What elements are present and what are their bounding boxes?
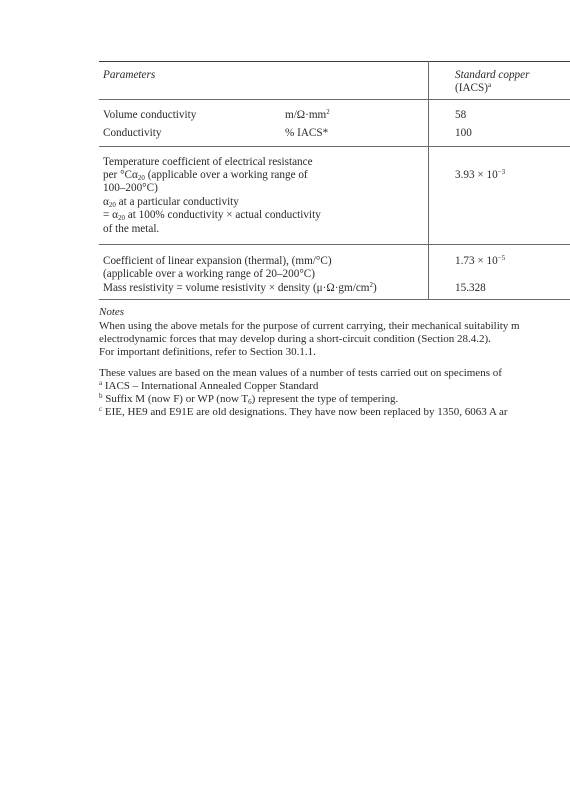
temp-coeff-line-5-sub: 20	[117, 214, 125, 222]
footnote-b-sub: 6	[248, 398, 252, 406]
unit-text: m/Ω·mm	[285, 109, 327, 121]
temp-coeff-line-1: Temperature coefficient of electrical resistance	[103, 156, 313, 168]
temp-coeff-line-2-b: (applicable over a working range of	[144, 169, 308, 181]
temp-coeff-line-2	[103, 169, 308, 182]
temp-coeff-line-4-b: at a particular conductivity	[115, 196, 239, 208]
section-rule-1	[99, 146, 570, 147]
section-rule-2	[99, 244, 570, 245]
mass-resistivity-text: Mass resistivity = volume resistivity × density (μ·Ω·gm/cm	[103, 282, 370, 294]
expansion-value-base: 1.73 × 10	[455, 255, 498, 267]
footnote-c-text: EIE, HE9 and E91E are old designations. They have now been replaced by 1350, 6063 A ar	[102, 406, 508, 418]
footnote-c-mark: c	[99, 405, 103, 413]
temp-coeff-line-5-b: at 100% conductivity × actual conductivity	[124, 209, 321, 221]
notes-p1-line-3: For important definitions, refer to Section 30.1.1.	[99, 346, 316, 358]
temp-coeff-value	[455, 169, 505, 182]
temp-coeff-value-exp: −3	[497, 168, 506, 176]
notes-heading: Notes	[99, 306, 125, 318]
row-conductivity-value: 100	[455, 127, 472, 139]
mass-resistivity-close: )	[373, 282, 377, 294]
temp-coeff-line-5-a: = α	[103, 209, 118, 221]
row-conductivity-unit: % IACS*	[285, 127, 329, 139]
header-bottom-rule	[99, 99, 570, 100]
temp-coeff-line-2-sub: 20	[137, 174, 145, 182]
expansion-line-1: Coefficient of linear expansion (thermal), (mm/°C)	[103, 255, 332, 267]
footnote-a-mark: a	[99, 379, 103, 387]
footnote-b-mark: b	[99, 392, 103, 400]
expansion-value-exp: −5	[497, 254, 506, 262]
header-standard-copper: Standard copper	[455, 69, 530, 81]
mass-resistivity-line	[103, 282, 377, 295]
temp-coeff-line-3: 100–200°C)	[103, 182, 158, 194]
temp-coeff-line-4-a: α	[103, 196, 109, 208]
footnote-b-text-a: Suffix M (now F) or WP (now T	[102, 393, 249, 405]
footnote-a	[99, 380, 318, 393]
row-volume-conductivity-value: 58	[455, 109, 467, 121]
row-volume-conductivity-unit	[285, 109, 330, 122]
row-conductivity-param: Conductivity	[103, 127, 162, 139]
header-parameters: Parameters	[103, 69, 156, 81]
header-iacs-label: (IACS)	[455, 82, 488, 94]
expansion-line-2: (applicable over a working range of 20–200°C)	[103, 268, 315, 280]
temp-coeff-line-6: of the metal.	[103, 223, 160, 235]
column-divider	[428, 61, 429, 299]
header-iacs	[455, 82, 491, 95]
mass-resistivity-value: 15.328	[455, 282, 486, 294]
footnote-a-text: IACS – International Annealed Copper Standard	[102, 380, 319, 392]
header-iacs-footnote-mark: a	[487, 81, 492, 89]
temp-coeff-value-base: 3.93 × 10	[455, 169, 498, 181]
footnote-c	[99, 406, 508, 419]
table-bottom-rule	[99, 299, 570, 300]
notes-p1-line-1: When using the above metals for the purpose of current carrying, their mechanical suitability m	[99, 320, 520, 332]
temp-coeff-line-4-sub: 20	[108, 201, 116, 209]
temp-coeff-line-2-a: per °Cα	[103, 169, 138, 181]
unit-sup: 2	[326, 108, 330, 116]
footnote-b	[99, 393, 398, 406]
temp-coeff-line-4	[103, 196, 239, 209]
notes-p1-line-2: electrodynamic forces that may develop during a short-circuit condition (Section 28.4.2).	[99, 333, 491, 345]
temp-coeff-line-5	[103, 209, 321, 222]
expansion-value	[455, 255, 505, 268]
row-volume-conductivity-param: Volume conductivity	[103, 109, 197, 121]
footnote-b-text-b: ) represent the type of tempering.	[251, 393, 399, 405]
mass-resistivity-sup: 2	[369, 281, 374, 289]
notes-p2-line-1: These values are based on the mean values of a number of tests carried out on specimens of	[99, 367, 502, 379]
table-top-rule	[99, 61, 570, 62]
